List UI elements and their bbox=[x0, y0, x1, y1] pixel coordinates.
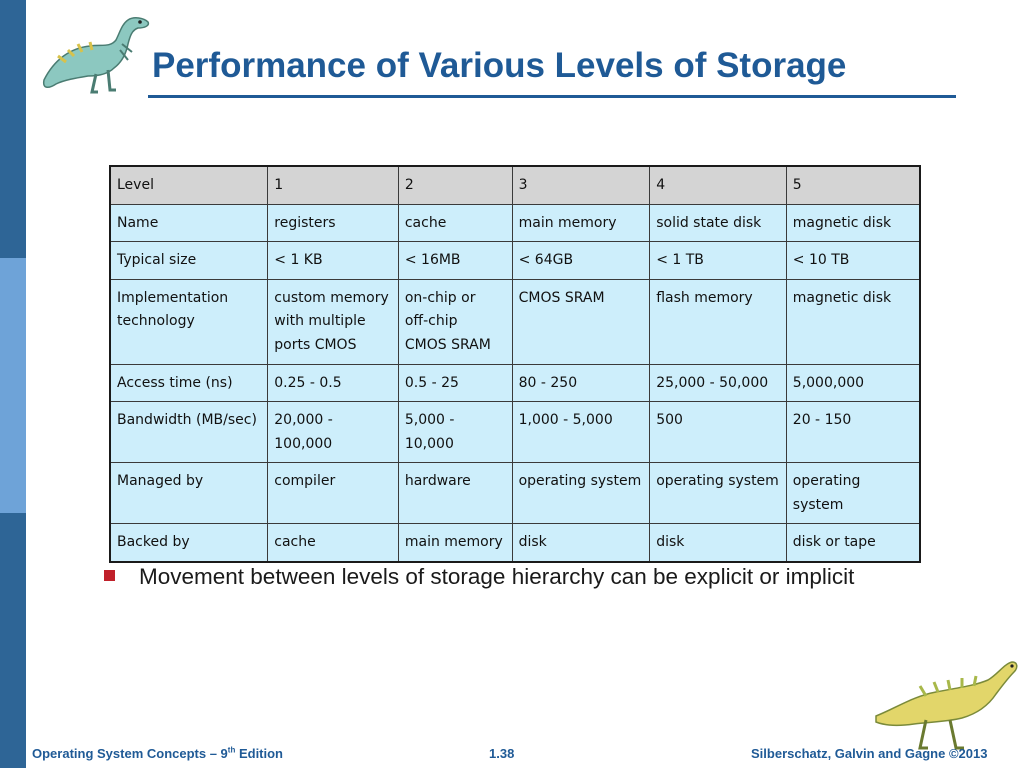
table-cell: 0.25 - 0.5 bbox=[268, 364, 399, 402]
footer-book-suffix: Edition bbox=[235, 746, 284, 761]
table-cell: 20,000 - 100,000 bbox=[268, 402, 399, 463]
table-cell: < 1 TB bbox=[650, 242, 787, 280]
table-cell: hardware bbox=[398, 463, 512, 524]
table-cell: registers bbox=[268, 204, 399, 242]
table-cell: disk or tape bbox=[786, 524, 920, 562]
bullet-text: Movement between levels of storage hierarchy can be explicit or implicit bbox=[139, 564, 855, 589]
table-cell: Bandwidth (MB/sec) bbox=[110, 402, 268, 463]
table-cell: cache bbox=[398, 204, 512, 242]
table-cell: Name bbox=[110, 204, 268, 242]
table-cell: 25,000 - 50,000 bbox=[650, 364, 787, 402]
table-cell: on-chip or off-chip CMOS SRAM bbox=[398, 279, 512, 364]
table-row bbox=[110, 463, 920, 524]
table-cell: 3 bbox=[512, 166, 650, 204]
table-cell: magnetic disk bbox=[786, 204, 920, 242]
table-cell: solid state disk bbox=[650, 204, 787, 242]
table-cell: 1 bbox=[268, 166, 399, 204]
table-cell: < 10 TB bbox=[786, 242, 920, 280]
sidebar-stripe-bottom bbox=[0, 513, 26, 768]
dinosaur-icon bbox=[36, 8, 158, 96]
table-cell: < 16MB bbox=[398, 242, 512, 280]
table-cell: cache bbox=[268, 524, 399, 562]
page-title: Performance of Various Levels of Storage bbox=[152, 46, 847, 85]
table-cell: disk bbox=[650, 524, 787, 562]
table-row bbox=[110, 402, 920, 463]
table-cell: Implementation technology bbox=[110, 279, 268, 364]
table-cell: 500 bbox=[650, 402, 787, 463]
table-cell: magnetic disk bbox=[786, 279, 920, 364]
table-cell: compiler bbox=[268, 463, 399, 524]
table-cell: 2 bbox=[398, 166, 512, 204]
table-row bbox=[110, 204, 920, 242]
page-number: 1.38 bbox=[489, 746, 515, 761]
sidebar-stripe-middle bbox=[0, 258, 26, 513]
bullet-square-icon bbox=[104, 570, 115, 581]
table-cell: CMOS SRAM bbox=[512, 279, 650, 364]
table-cell: < 1 KB bbox=[268, 242, 399, 280]
footer-book-title bbox=[32, 746, 283, 761]
table-cell: operating system bbox=[512, 463, 650, 524]
table-cell: 4 bbox=[650, 166, 787, 204]
table-cell: main memory bbox=[512, 204, 650, 242]
table-cell: 0.5 - 25 bbox=[398, 364, 512, 402]
table-cell: 20 - 150 bbox=[786, 402, 920, 463]
table-cell: Typical size bbox=[110, 242, 268, 280]
storage-performance-table bbox=[109, 165, 921, 563]
sidebar-stripe-top bbox=[0, 0, 26, 258]
table-cell: operating system bbox=[650, 463, 787, 524]
footer-copyright: Silberschatz, Galvin and Gagne ©2013 bbox=[751, 746, 988, 761]
table-cell: Access time (ns) bbox=[110, 364, 268, 402]
title-underline bbox=[148, 95, 956, 98]
table-cell: 5,000 - 10,000 bbox=[398, 402, 512, 463]
dinosaur-icon bbox=[866, 656, 1022, 756]
table-cell: Backed by bbox=[110, 524, 268, 562]
table-header-row bbox=[110, 166, 920, 204]
table-cell: custom memory with multiple ports CMOS bbox=[268, 279, 399, 364]
table-cell: 5 bbox=[786, 166, 920, 204]
table-row bbox=[110, 242, 920, 280]
table-cell: < 64GB bbox=[512, 242, 650, 280]
footer-book-prefix: Operating System Concepts – 9 bbox=[32, 746, 228, 761]
table-cell: Level bbox=[110, 166, 268, 204]
table-cell: main memory bbox=[398, 524, 512, 562]
table-cell: flash memory bbox=[650, 279, 787, 364]
footer-book-superscript: th bbox=[227, 745, 236, 755]
table-cell: 5,000,000 bbox=[786, 364, 920, 402]
table-cell: disk bbox=[512, 524, 650, 562]
table-row bbox=[110, 524, 920, 562]
table-row bbox=[110, 279, 920, 364]
table-cell: Managed by bbox=[110, 463, 268, 524]
table-row bbox=[110, 364, 920, 402]
table-cell: 80 - 250 bbox=[512, 364, 650, 402]
table-cell: operating system bbox=[786, 463, 920, 524]
table-cell: 1,000 - 5,000 bbox=[512, 402, 650, 463]
